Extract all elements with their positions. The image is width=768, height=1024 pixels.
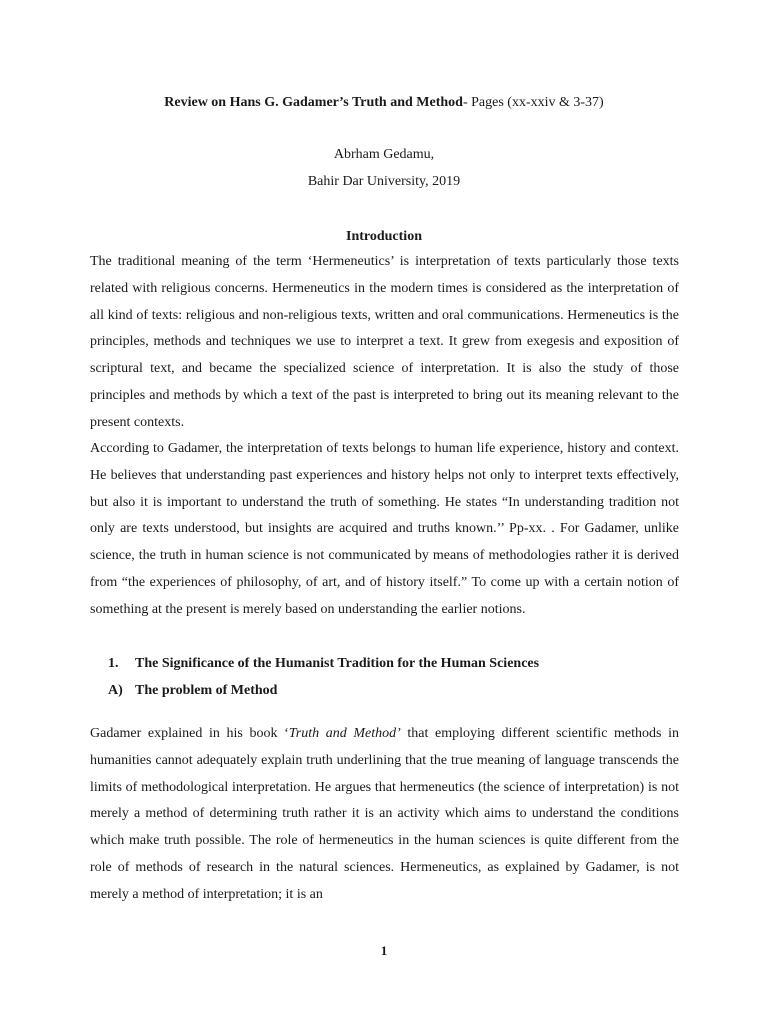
method-paragraph-start: Gadamer explained in his book ‘ (90, 726, 289, 741)
document-title-pages: - Pages (xx-xxiv & 3-37) (462, 95, 604, 110)
document-title (0, 93, 768, 113)
page-number: 1 (380, 943, 388, 958)
section-a-heading (108, 681, 277, 701)
section-a-title: The problem of Method (135, 683, 278, 698)
author-affiliation: Bahir Dar University, 2019 (307, 174, 461, 189)
method-paragraph (90, 721, 679, 909)
document-title-bold: Review on Hans G. Gadamer’s Truth and Method (164, 95, 463, 110)
introduction-paragraph-1: The traditional meaning of the term ‘Hermeneutics’ is interpretation of texts particularly those texts related with religious concerns. Hermeneutics in the modern times is considered as the interpretation of all kind of texts: religious and non-religious texts, written and oral communications. Hermeneutics is the principles, methods and techniques we use to interpret a text. It grew from exegesis and exposition of scriptural text, and became the specialized science of interpretation. It is also the study of those principles and methods by which a text of the past is interpreted to bring out its meaning relevant to the present contexts. (90, 254, 679, 430)
section-a-number: A) (108, 683, 123, 698)
method-paragraph-rest: that employing different scientific methods in humanities cannot adequately explain truth underlining that the true meaning of language transcends the limits of methodological interpretation. He argues that hermeneutics (the science of interpretation) is not merely a method of determining truth rather it is an activity which aims to understand the conditions which make truth possible. The role of hermeneutics in the human sciences is quite different from the role of methods of research in the natural sciences. Hermeneutics, as explained by Gadamer, is not merely a method of interpretation; it is an (90, 726, 679, 902)
introduction-heading: Introduction (346, 229, 422, 244)
section-1-title: The Significance of the Humanist Tradition for the Human Sciences (135, 656, 540, 671)
section-1-number: 1. (108, 656, 119, 671)
introduction-paragraph-2: According to Gadamer, the interpretation of texts belongs to human life experience, history and context. He believes that understanding past experiences and history helps not only to interpret texts effectively, but also it is important to understand the truth of something. He states “In understanding tradition not only are texts understood, but insights are acquired and truths known.’’ Pp-xx. . For Gadamer, unlike science, the truth in human science is not communicated by means of methodologies rather it is derived from “the experiences of philosophy, of art, and of history itself.” To come up with a certain notion of something at the present is merely based on understanding the earlier notions. (90, 441, 679, 617)
section-1-heading (108, 654, 539, 674)
book-title-italic: Truth and Method’ (288, 726, 401, 741)
author-name: Abrham Gedamu, (333, 147, 435, 162)
